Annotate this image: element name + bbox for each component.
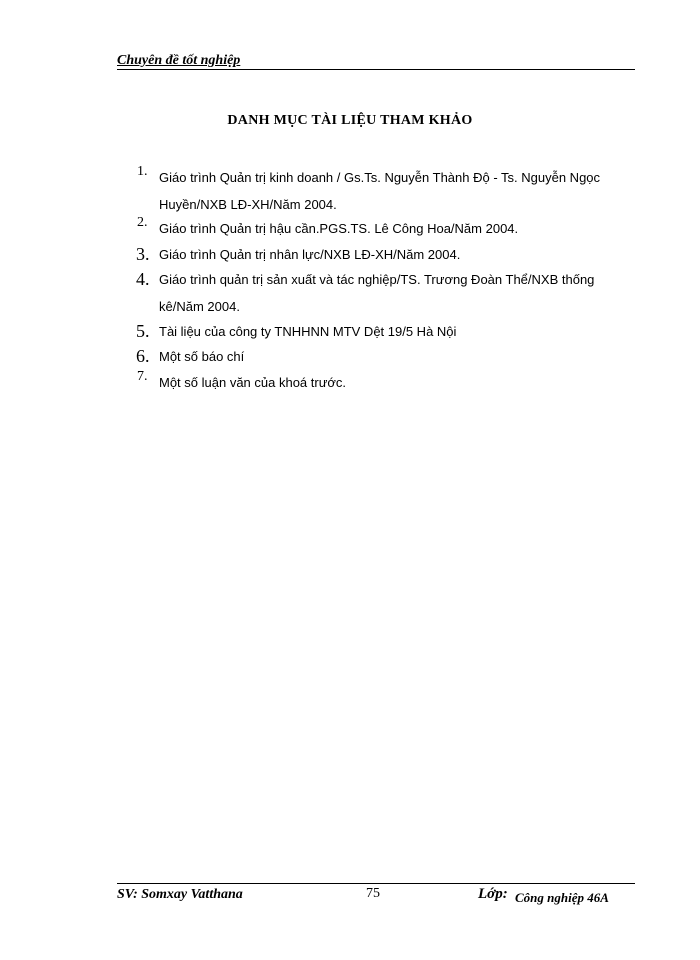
reference-text: Giáo trình Quản trị nhân lực/NXB LĐ-XH/Năm 2004. <box>159 247 461 262</box>
reference-number: 5. <box>136 321 150 341</box>
reference-text: Tài liệu của công ty TNHHNN MTV Dệt 19/5 Hà Nội <box>159 324 457 339</box>
reference-text: Giáo trình quản trị sản xuất và tác nghiệp/TS. Trương Đoàn Thể/NXB thống kê/Năm 2004. <box>159 272 595 314</box>
reference-number: 6. <box>136 346 150 366</box>
reference-text: Một số luận văn của khoá trước. <box>159 375 347 390</box>
document-title: DANH MỤC TÀI LIỆU THAM KHẢO <box>227 113 473 128</box>
reference-text: Giáo trình Quản trị hậu cần.PGS.TS. Lê Công Hoa/Năm 2004. <box>159 221 519 236</box>
reference-number: 3. <box>136 244 150 264</box>
footer-student-name: SV: Somxay Vatthana <box>117 887 243 902</box>
reference-number: 2. <box>137 215 148 230</box>
header-title: Chuyên đề tốt nghiệp <box>117 53 241 68</box>
footer-divider <box>117 883 635 884</box>
footer-class-value: Công nghiệp 46A <box>515 890 609 905</box>
reference-number: 7. <box>137 369 148 384</box>
reference-number: 1. <box>137 164 148 179</box>
footer-class-label: Lớp: <box>478 886 508 902</box>
reference-text: Một số báo chí <box>159 349 245 364</box>
page-number: 75 <box>366 886 380 901</box>
reference-text: Giáo trình Quản trị kinh doanh / Gs.Ts. Nguyễn Thành Độ - Ts. Nguyễn Ngọc Huyền/NXB LĐ-XH/Năm 2004. <box>159 170 601 212</box>
reference-number: 4. <box>136 269 150 289</box>
